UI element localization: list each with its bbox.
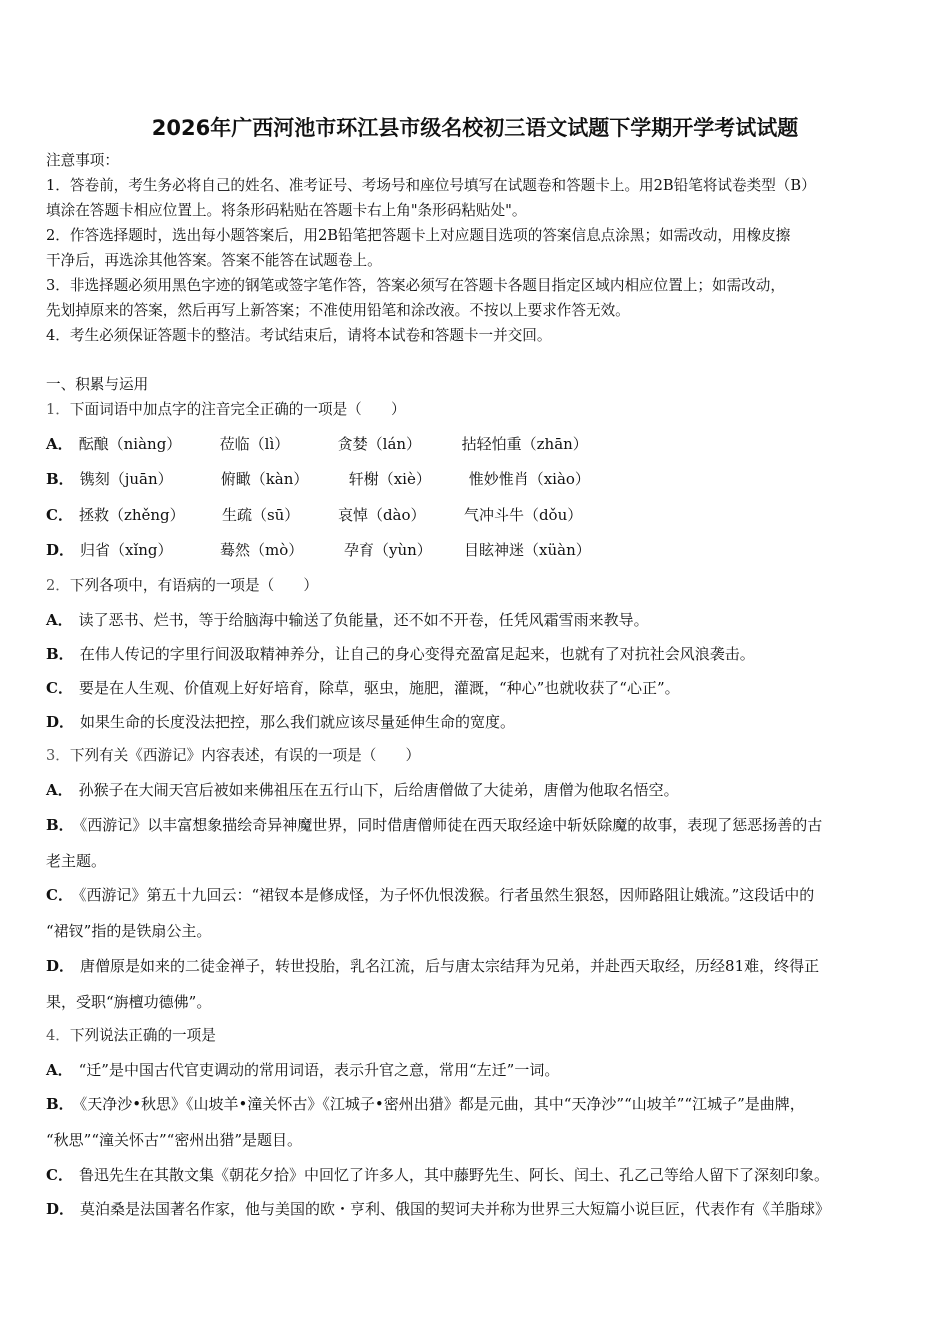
question-stem: 下列说法正确的一项是 (69, 1027, 216, 1044)
page-title: 2026年广西河池市环江县市级名校初三语文试题下学期开学考试试题 (151, 116, 799, 140)
option-label: C． (46, 886, 73, 904)
q2-option-d (46, 713, 515, 731)
option-item: 莅临（lì） (219, 435, 290, 453)
option-item: 气冲斗牛（dǒu） (463, 506, 583, 524)
section-heading: 一、积累与运用 (46, 376, 149, 393)
question-3 (46, 747, 420, 765)
option-text: 唐僧原是如来的二徒金禅子，转世投胎，乳名江流，后与唐太宗结拜为兄弟，并赴西天取经，历经81难，终得正 (80, 957, 820, 975)
option-text: 如果生命的长度没法把控，那么我们就应该尽量延伸生命的宽度。 (80, 713, 516, 731)
q2-option-a (46, 611, 649, 629)
q1-option-b (46, 470, 590, 488)
option-item: 生疏（sū） (221, 506, 300, 524)
q3-option-d (46, 957, 819, 975)
option-text: 在伟人传记的字里行间汲取精神养分，让自己的身心变得充盈富足起来，也就有了对抗社会风浪袭击。 (79, 645, 755, 663)
notice-line-6: 先划掉原来的答案，然后再写上新答案；不准使用铅笔和涂改液。不按以上要求作答无效。 (46, 302, 630, 319)
option-item: 拯救（zhěng） (78, 506, 185, 524)
q3-option-a (46, 781, 679, 799)
option-item: 惟妙惟肖（xiào） (468, 470, 590, 488)
q3-option-b-cont: 老主题。 (46, 852, 107, 870)
option-item: 目眩神迷（xüàn） (464, 541, 591, 559)
option-label: B． (46, 470, 74, 488)
option-label: A． (46, 1061, 73, 1079)
option-label: C． (46, 1166, 73, 1184)
question-2 (46, 577, 318, 595)
notice-line-1: 1．答卷前，考生务必将自己的姓名、准考证号、考场号和座位号填写在试题卷和答题卡上。用2B铅笔将试卷类型（B） (46, 177, 816, 194)
option-label: A． (46, 435, 73, 453)
option-item: 俯瞰（kàn） (220, 470, 309, 488)
notice-line-5: 3．非选择题必须用黑色字迹的钢笔或签字笔作答，答案必须写在答题卡各题目指定区域内相应位置上；如需改动， (46, 277, 785, 294)
question-stem: 下列各项中，有语病的一项是（ ） (69, 577, 318, 594)
option-text: 孙猴子在大闹天宫后被如来佛祖压在五行山下，后给唐僧做了大徒弟，唐僧为他取名悟空。 (78, 781, 679, 799)
option-item: 酝酿（niàng） (78, 435, 182, 453)
q4-option-a (46, 1061, 559, 1079)
option-label: D． (46, 1200, 75, 1218)
q2-option-b (46, 645, 755, 663)
option-label: B． (46, 645, 74, 663)
q3-option-c (46, 886, 814, 904)
notice-line-2: 填涂在答题卡相应位置上。将条形码粘贴在答题卡右上角"条形码粘贴处"。 (46, 202, 527, 219)
option-text: 要是在人生观、价值观上好好培育，除草，驱虫，施肥，灌溉，“种心”也就收获了“心正”。 (78, 679, 680, 697)
question-number: 1． (46, 401, 70, 418)
option-label: D． (46, 957, 75, 975)
notice-line-3: 2．作答选择题时，选出每小题答案后，用2B铅笔把答题卡上对应题目选项的答案信息点涂黑；如需改动，用橡皮擦 (46, 227, 791, 244)
option-text: 《西游记》以丰富想象描绘奇异神魔世界，同时借唐僧师徒在西天取经途中斩妖除魔的故事，表现了惩恶扬善的古 (79, 816, 823, 834)
q3-option-c-cont: “裙钗”指的是铁扇公主。 (46, 922, 212, 940)
q3-option-b (46, 816, 822, 834)
q4-option-c (46, 1166, 829, 1184)
q1-option-c (46, 506, 582, 524)
option-item: 孕育（yùn） (344, 541, 432, 559)
option-item: 归省（xǐng） (80, 541, 173, 559)
q4-option-b (46, 1095, 805, 1113)
notice-heading: 注意事项： (46, 152, 119, 169)
option-text: 鲁迅先生在其散文集《朝花夕拾》中回忆了许多人，其中藤野先生、阿长、闰土、孔乙己等给人留下了深刻印象。 (78, 1166, 829, 1184)
q4-option-b-cont: “秋思”“潼关怀古”“密州出猎”是题目。 (46, 1131, 303, 1149)
option-item: 蓦然（mò） (220, 541, 304, 559)
option-text: 《天净沙•秋思》《山坡羊•潼关怀古》《江城子•密州出猎》都是元曲，其中“天净沙”“山坡羊”“江城子”是曲牌， (79, 1095, 805, 1113)
question-1 (46, 401, 406, 419)
q4-option-d (46, 1200, 830, 1218)
option-label: A． (46, 611, 73, 629)
option-text: 莫泊桑是法国著名作家，他与美国的欧・亨利、俄国的契诃夫并称为世界三大短篇小说巨匠，代表作有《羊脂球》 (80, 1200, 831, 1218)
option-label: C． (46, 679, 73, 697)
q2-option-c (46, 679, 680, 697)
option-label: C． (46, 506, 73, 524)
question-stem: 下列有关《西游记》内容表述，有误的一项是（ ） (69, 747, 421, 764)
q1-option-a (46, 435, 588, 453)
question-number: 2． (46, 577, 70, 594)
notice-line-7: 4．考生必须保证答题卡的整洁。考试结束后，请将本试卷和答题卡一并交回。 (46, 327, 552, 344)
option-text: “迁”是中国古代官吏调动的常用词语，表示升官之意，常用“左迁”一词。 (78, 1061, 560, 1079)
question-stem: 下面词语中加点字的注音完全正确的一项是（ ） (69, 401, 406, 418)
option-item: 拈轻怕重（zhān） (461, 435, 588, 453)
option-item: 轩榭（xiè） (348, 470, 431, 488)
option-item: 镌刻（juān） (79, 470, 173, 488)
option-label: D． (46, 541, 75, 559)
option-label: B． (46, 1095, 74, 1113)
question-number: 4． (46, 1027, 70, 1044)
question-4 (46, 1027, 216, 1045)
q1-option-d (46, 541, 591, 559)
question-number: 3． (46, 747, 70, 764)
q3-option-d-cont: 果，受职“旃檀功德佛”。 (46, 993, 212, 1011)
notice-line-4: 干净后，再选涂其他答案。答案不能答在试题卷上。 (46, 252, 382, 269)
option-label: D． (46, 713, 75, 731)
option-label: B． (46, 816, 74, 834)
option-label: A． (46, 781, 73, 799)
option-text: 《西游记》第五十九回云：“裙钗本是修成怪，为子怀仇恨泼猴。行者虽然生狠怒，因师路阻让娥流。”这段话中的 (78, 886, 815, 904)
option-text: 读了恶书、烂书，等于给脑海中输送了负能量，还不如不开卷，任凭风霜雪雨来教导。 (78, 611, 649, 629)
option-item: 贪婪（lán） (337, 435, 422, 453)
option-item: 哀悼（dào） (337, 506, 426, 524)
